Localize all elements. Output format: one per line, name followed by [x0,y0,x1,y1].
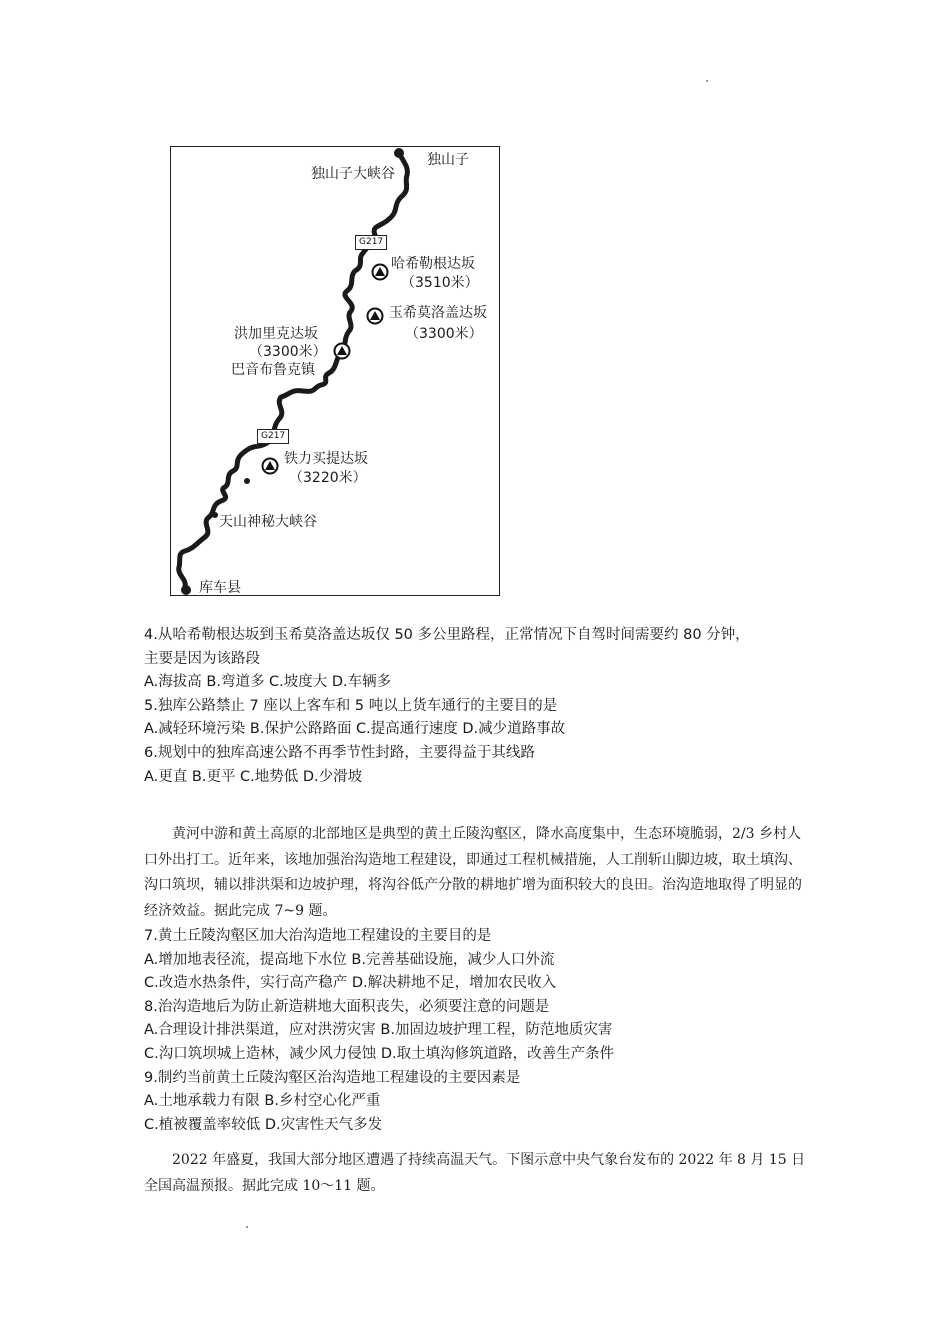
q4-stem: 4.从哈希勒根达坂到玉希莫洛盖达坂仅 50 多公里路程，正常情况下自驾时间需要约 80 分钟， [144,627,750,643]
q7-options-cd: C.改造水热条件，实行高产稳产 D.解决耕地不足，增加农民收入 [144,975,557,992]
questions-7-9 [144,925,812,1137]
q8-options-cd: C.沟口筑坝城上造林，减少风力侵蚀 D.取土填沟修筑道路，改善生产条件 [144,1045,615,1062]
label-tianshan-canyon: 天山神秘大峡谷 [219,514,317,530]
pass-icon [333,342,351,360]
label-dushanzi-canyon: 独山子大峡谷 [311,166,395,182]
q5-stem: 5.独库公路禁止 7 座以上客车和 5 吨以上货车通行的主要目的是 [144,697,558,714]
label-yuximoluogai-altitude: （3300米） [405,326,483,342]
q9-stem: 9.制约当前黄土丘陵沟壑区治沟造地工程建设的主要因素是 [144,1069,521,1086]
pass-icon [261,457,279,475]
passage-7-9: 黄河中游和黄土高原的北部地区是典型的黄土丘陵沟壑区，降水高度集中，生态环境脆弱，2/3 乡村人口外出打工。近年来，该地加强治沟造地工程建设，即通过工程机械措施，人工削斩山脚边坡，取土填沟、沟口筑坝，辅以排洪渠和边坡护理，将沟谷低产分散的耕地扩增为面积较大的良田。治沟造地取得了明显的经济效益。据此完成 7~9 题。 [144,826,802,919]
q8-stem: 8.治沟造地后为防止新造耕地大面积丧失，必须要注意的问题是 [144,998,550,1015]
g217-shield-lower: G217 [257,429,289,444]
q7-options-ab: A.增加地表径流，提高地下水位 B.完善基础设施，减少人口外流 [144,951,555,968]
q5-options: A.减轻环境污染 B.保护公路路面 C.提高通行速度 D.减少道路事故 [144,721,566,738]
label-dushanzi: 独山子 [427,152,469,168]
pass-icon [371,263,389,281]
label-tielimaiti-altitude: （3220米） [289,470,367,486]
passage-10-11-block [144,1148,812,1199]
passage-7-9-block [144,822,812,924]
label-hongjialike-pass: 洪加里克达坂 [234,326,318,342]
scan-speck [706,80,708,82]
scan-speck [246,1226,248,1228]
q9-options-ab: A.土地承载力有限 B.乡村空心化严重 [144,1093,381,1110]
label-yuximoluogai-pass: 玉希莫洛盖达坂 [389,305,487,321]
label-haxilegen-pass: 哈希勒根达坂 [391,256,475,272]
q7-stem: 7.黄土丘陵沟壑区加大治沟造地工程建设的主要目的是 [144,928,492,944]
route-map [170,146,500,596]
passage-10-11: 2022 年盛夏，我国大部分地区遭遇了持续高温天气。下图示意中央气象台发布的 2022 年 8 月 15 日全国高温预报。据此完成 10～11 题。 [144,1152,806,1194]
questions-4-6 [144,624,812,789]
q6-options: A.更直 B.更平 C.地势低 D.少滑坡 [144,768,363,785]
q4-options: A.海拔高 B.弯道多 C.坡度大 D.车辆多 [144,674,392,691]
q9-options-cd: C.植被覆盖率较低 D.灾害性天气多发 [144,1116,383,1133]
q4-stem-cont: 主要是因为该路段 [144,650,260,667]
g217-shield-upper: G217 [355,235,387,250]
label-hongjialike-altitude: （3300米） [249,344,327,360]
pass-icon [366,307,384,325]
label-kuche-county: 库车县 [199,580,241,596]
label-bayinbuluke-town: 巴音布鲁克镇 [231,362,315,378]
q8-options-ab: A.合理设计排洪渠道，应对洪涝灾害 B.加固边坡护理工程，防范地质灾害 [144,1022,613,1039]
label-tielimaiti-pass: 铁力买提达坂 [284,451,368,467]
q6-stem: 6.规划中的独库高速公路不再季节性封路，主要得益于其线路 [144,744,535,761]
label-haxilegen-altitude: （3510米） [401,275,479,291]
